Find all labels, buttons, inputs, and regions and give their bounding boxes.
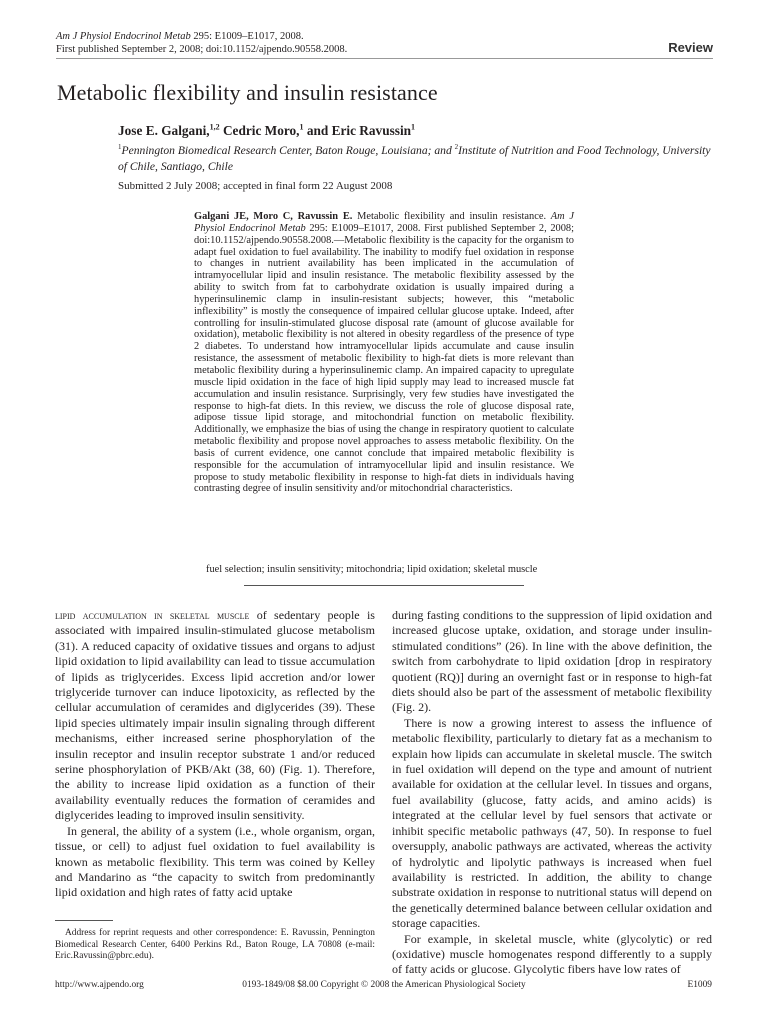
body-paragraph: For example, in skeletal muscle, white (glycolytic) or red (oxidative) muscle homogenates respond differently to a supply of fatty acids or glucose. Glycolytic fibers have low rates of [392, 931, 712, 977]
abstract [194, 211, 574, 495]
correspondence-footnote: Address for reprint requests and other correspondence: E. Ravussin, Pennington Biomedical Research Center, 6400 Perkins Rd., Baton Rouge, LA 70808 (e-mail: Eric.Ravussin@pbrc.edu). [55, 928, 375, 962]
author-list [118, 123, 415, 139]
header-divider [56, 58, 713, 59]
author-name: and Eric Ravussin [303, 123, 412, 138]
journal-url[interactable]: http://www.ajpendo.org [55, 980, 144, 990]
body-paragraph: There is now a growing interest to assess the influence of metabolic flexibility, particularly to dietary fat as a mechanism to explain how lipids can accumulate in skeletal muscle. The switch in fuel oxidation will depend on the type and amount of nutrient available for oxidation at the cellular level. In tissues and organs, fuel availability (glucose, fatty acids, and amino acids) is integrated at the cellular level by fuel sensors that activate or inhibit specific metabolic pathways (47, 50). In response to fuel oversupply, anabolic pathways are activated, whereas the activity of hydrolytic and lipolytic pathways is increased when fuel availability is restricted. In addition, the ability to change substrate oxidation in response to nutritional status will depend on the genetically determined balance between cellular oxidation and storage capacities. [392, 715, 712, 931]
affiliation-text: Pennington Biomedical Research Center, Baton Rouge, Louisiana; and [121, 144, 455, 157]
running-header [56, 30, 347, 56]
author-affiliation-mark: 1 [411, 122, 416, 132]
footnote-divider [55, 920, 113, 921]
abstract-authors: Galgani JE, Moro C, Ravussin E. [194, 211, 353, 222]
journal-name: Am J Physiol Endocrinol Metab [56, 31, 191, 42]
affiliation-mark: 1 [118, 143, 122, 152]
author-name: Cedric Moro, [219, 123, 300, 138]
body-paragraph [55, 608, 375, 824]
body-column-right [392, 608, 712, 978]
author-affiliation-mark: 1 [299, 122, 304, 132]
section-label: Review [668, 40, 713, 55]
paragraph-text: of sedentary people is associated with impaired insulin-stimulated glucose metabolism (31). A reduced capacity of oxidative tissues and organs to adjust lipid oxidation to lipid availability can lead to tissue accumulation of lipids as triglycerides. Excess lipid accretion and/or lower triglyceride turnover can induce lipotoxicity, as reflected by the cellular accumulation of ceramides and diglycerides (39). These lipid species ultimately impair insulin signaling through different mechanisms, either increased serine phosphorylation of the insulin receptor and insulin receptor substrate 1 and/or reduced serine phosphorylation of PKB/Akt (38, 60) (Fig. 1). Therefore, the ability to increase lipid oxidation as a function of their availability eventually reduces the formation of ceramides and diglycerides leading to improved insulin sensitivity. [55, 608, 375, 823]
body-column-left [55, 608, 375, 901]
article-title: Metabolic flexibility and insulin resistance [57, 80, 438, 105]
body-paragraph: during fasting conditions to the suppression of lipid oxidation and increased glucose uptake, oxidation, and storage under insulin-stimulated conditions” (26). In line with the above definition, the switch from carbohydrate to lipid oxidation [drop in respiratory quotient (RQ)] during an overnight fast or in response to high-fat diets should also be part of the assessment of metabolic flexibility (Fig. 2). [392, 608, 712, 715]
abstract-journal: Am J Physiol Endocrinol Metab [194, 211, 575, 234]
citation: 295: E1009–E1017, 2008. [190, 31, 304, 42]
abstract-divider [244, 585, 524, 586]
submission-dates: Submitted 2 July 2008; accepted in final form 22 August 2008 [118, 180, 393, 192]
lead-in-small-caps: lipid accumulation in skeletal muscle [55, 608, 250, 622]
affiliation-text: Institute of Nutrition and Food Technology, University of Chile, Santiago, Chile [118, 144, 711, 173]
abstract-body: 295: E1009–E1017, 2008. First published September 2, 2008; doi:10.1152/ajpendo.90558.2008.—Metabolic flexibility is the capacity for the organism to adapt fuel oxidation to fuel availability. The inability to modify fuel oxidation in response to changes in nutrient availability has been implicated in the accumulation of intramyocellular lipid and insulin resistance. The metabolic flexibility assessed by the ability to switch from fat to carbohydrate oxidation is usually impaired during a hyperinsulinemic clamp in insulin-resistant subjects; however, this “metabolic inflexibility” is mostly the consequence of impaired cellular glucose uptake. Indeed, after controlling for insulin-stimulated glucose disposal rate (amount of glucose available for oxidation), metabolic flexibility is not altered in obesity regardless of the presence of type 2 diabetes. To understand how intramyocellular lipids accumulate and cause insulin resistance, the assessment of metabolic flexibility to high-fat diets is more relevant than metabolic flexibility during a hyperinsulinemic clamp. An impaired capacity to upregulate muscle lipid oxidation in the face of high lipid supply may lead to increased muscle fat accumulation and insulin resistance. Surprisingly, very few studies have investigated the response to high-fat diets. In this review, we discuss the role of glucose disposal rate, adipose tissue lipid storage, and mitochondrial function on metabolic flexibility. Additionally, we emphasize the bias of using the change in respiratory quotient to calculate metabolic flexibility and propose novel approaches to assess metabolic flexibility. On the basis of current evidence, one cannot conclude that impaired metabolic flexibility is responsible for the accumulation of intramyocellular lipid and insulin resistance. We propose to study metabolic flexibility in response to high-fat diets in individuals having contrasting degree of insulin sensitivity and/or mitochondrial characteristics. [194, 222, 574, 495]
affiliation-mark: 2 [454, 143, 459, 152]
body-paragraph: In general, the ability of a system (i.e., whole organism, organ, tissue, or cell) to adjust fuel oxidation to fuel availability is known as metabolic flexibility. This term was coined by Kelley and Mandarino as “the capacity to switch from predominantly lipid oxidation and high rates of fatty acid uptake [55, 823, 375, 900]
publication-line: First published September 2, 2008; doi:10.1152/ajpendo.90558.2008. [56, 44, 348, 55]
affiliations [118, 143, 718, 175]
page-number: E1009 [687, 980, 712, 990]
author-affiliation-mark: 1,2 [209, 122, 220, 132]
keywords: fuel selection; insulin sensitivity; mitochondria; lipid oxidation; skeletal muscle [206, 564, 538, 575]
abstract-title-ref: Metabolic flexibility and insulin resistance. [352, 211, 551, 222]
copyright-line: 0193-1849/08 $8.00 Copyright © 2008 the American Physiological Society [242, 980, 526, 990]
author-name: Jose E. Galgani, [118, 123, 210, 138]
